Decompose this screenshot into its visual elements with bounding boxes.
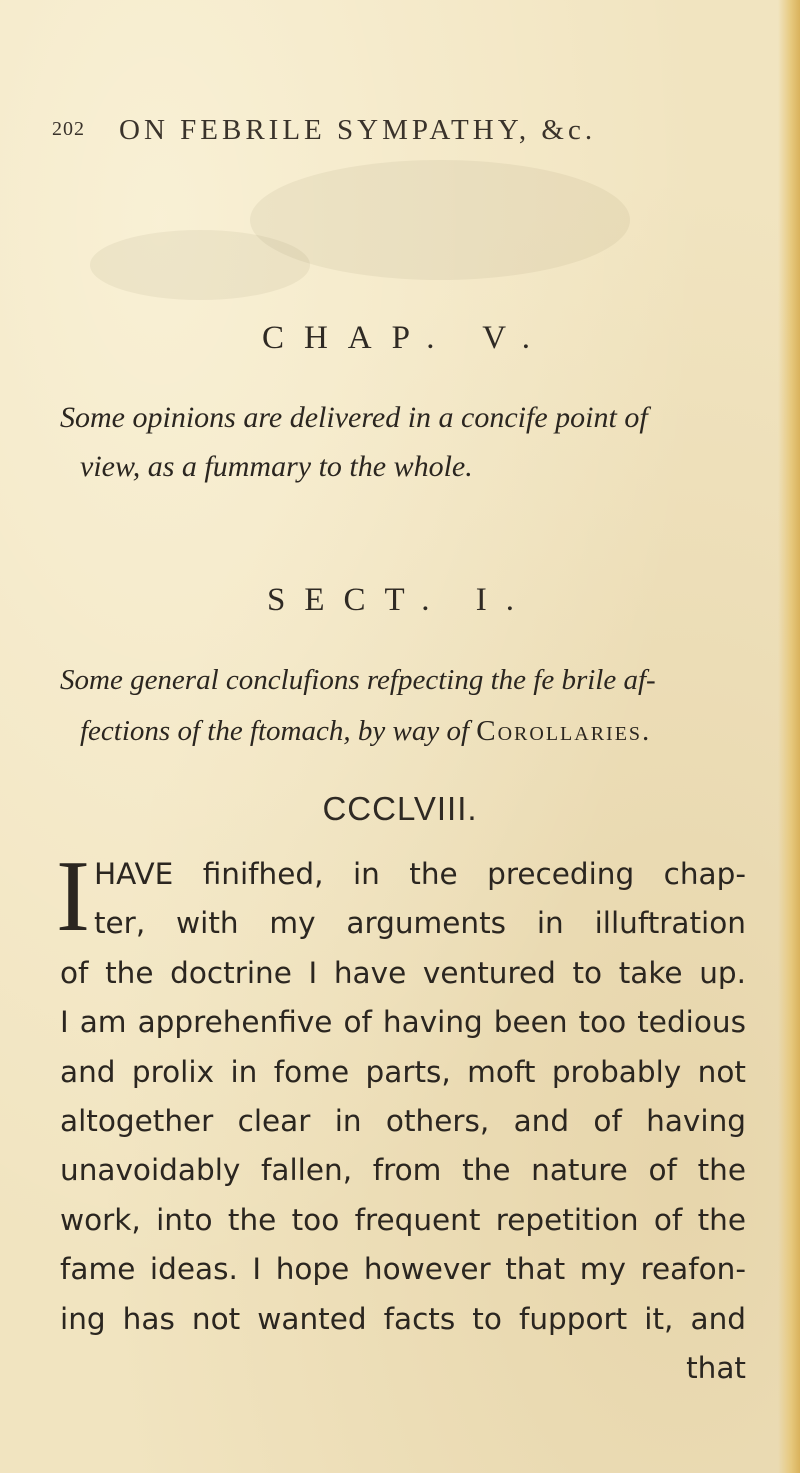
running-head <box>52 114 752 147</box>
section-summary-line: Some general conclufions refpecting the fe brile af- <box>60 664 656 696</box>
text-line: HAVE finifhed, in the preceding chap- <box>93 857 746 891</box>
page-edge <box>778 0 800 1473</box>
text-line: work, into the too frequent repetition of the <box>60 1202 746 1237</box>
running-title: ON FEBRILE SYMPATHY, &c. <box>119 114 597 146</box>
text-line: ing has not wanted facts to fupport it, and <box>60 1301 746 1336</box>
drop-cap: I <box>56 840 90 953</box>
page-number: 202 <box>52 118 85 140</box>
text-line: unavoidably fallen, from the nature of the <box>60 1153 746 1188</box>
section-summary-line-2 <box>60 706 760 757</box>
paragraph-number: CCCLVIII. <box>322 790 478 827</box>
section-heading: SECT. I. <box>267 582 533 618</box>
chapter-summary-line: Some opinions are delivered in a concife point of <box>60 401 648 434</box>
body-paragraph <box>56 840 746 1393</box>
paper-stain <box>90 230 310 300</box>
section-summary <box>60 655 760 757</box>
corollaries-label: Corollaries. <box>476 715 652 747</box>
text-line: and prolix in fome parts, moft probably not <box>60 1054 746 1089</box>
section-summary-text: fections of the ftomach, by way of <box>80 715 470 747</box>
catchword: that <box>686 1351 746 1386</box>
chapter-summary <box>60 393 750 491</box>
chapter-heading: CHAP. V. <box>261 320 551 356</box>
text-line: altogether clear in others, and of having <box>60 1104 746 1139</box>
text-line: of the doctrine I have ventured to take up. <box>60 955 746 990</box>
chapter-summary-line: view, as a fummary to the whole. <box>80 450 473 483</box>
text-line: fame ideas. I hope however that my reafon- <box>60 1252 746 1287</box>
text-line: ter, with my arguments in illuftration <box>93 906 746 941</box>
text-line: I am apprehenfive of having been too tedious <box>60 1005 746 1040</box>
